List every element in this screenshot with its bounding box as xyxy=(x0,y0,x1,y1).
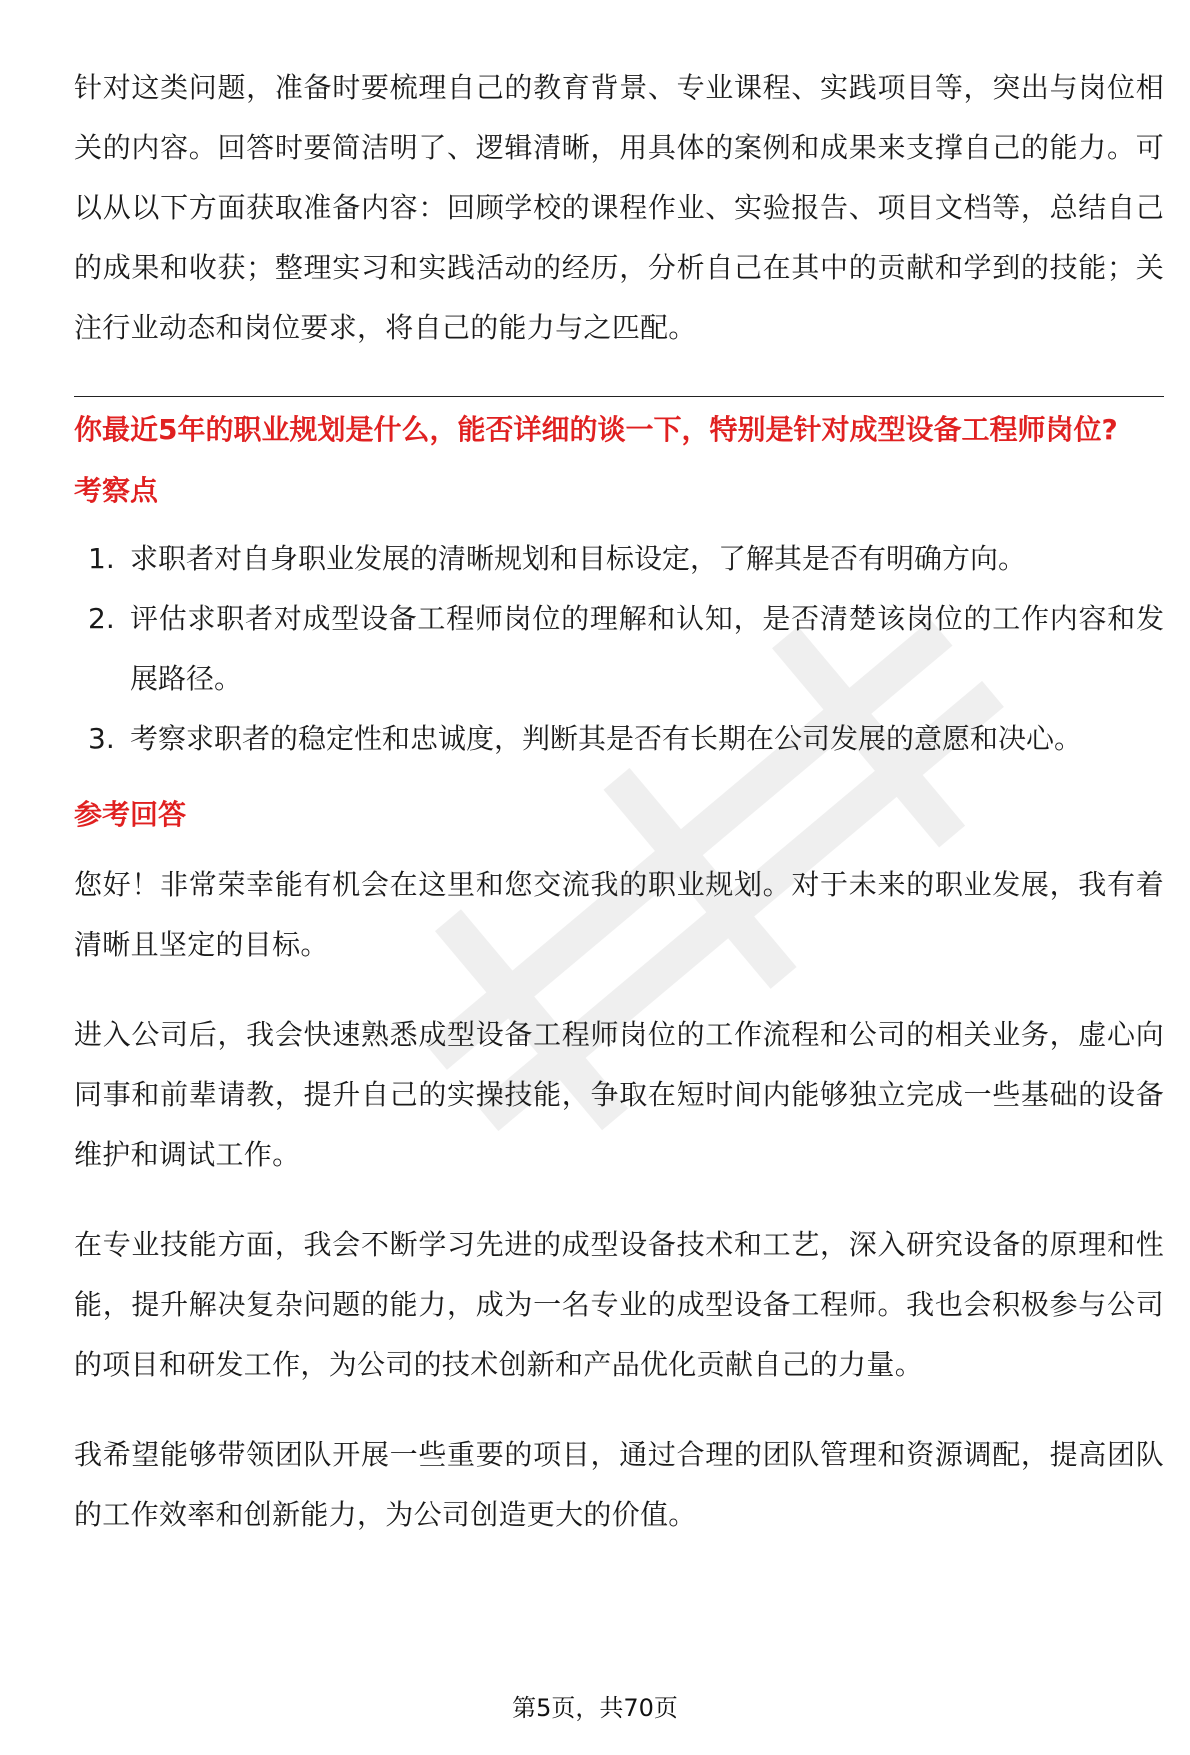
page-footer: 第5页，共70页 xyxy=(512,1694,678,1722)
question-heading: 你最近5年的职业规划是什么，能否详细的谈一下，特别是针对成型设备工程师岗位? xyxy=(74,413,1118,446)
answer-paragraph: 您好！非常荣幸能有机会在这里和您交流我的职业规划。对于未来的职业发展，我有着清晰且坚定的目标。 xyxy=(74,868,1164,961)
list-item-text: 求职者对自身职业发展的清晰规划和目标设定，了解其是否有明确方向。 xyxy=(130,542,1027,575)
answer-paragraph: 进入公司后，我会快速熟悉成型设备工程师岗位的工作流程和公司的相关业务，虚心向同事和前辈请教，提升自己的实操技能，争取在短时间内能够独立完成一些基础的设备维护和调试工作。 xyxy=(74,1018,1164,1171)
list-item xyxy=(74,529,1164,589)
list-item-number: 1. xyxy=(88,542,115,575)
list-item-text: 考察求职者的稳定性和忠诚度，判断其是否有长期在公司发展的意愿和决心。 xyxy=(130,722,1083,755)
answer-block xyxy=(74,855,1164,1545)
answer-title: 参考回答 xyxy=(74,798,187,831)
intro-paragraph: 针对这类问题，准备时要梳理自己的教育背景、专业课程、实践项目等，突出与岗位相关的内容。回答时要简洁明了、逻辑清晰，用具体的案例和成果来支撑自己的能力。可以从以下方面获取准备内容：回顾学校的课程作业、实验报告、项目文档等，总结自己的成果和收获；整理实习和实践活动的经历，分析自己在其中的贡献和学到的技能；关注行业动态和岗位要求，将自己的能力与之匹配。 xyxy=(74,71,1164,344)
assessment-title: 考察点 xyxy=(74,474,159,507)
answer-paragraph: 在专业技能方面，我会不断学习先进的成型设备技术和工艺，深入研究设备的原理和性能，提升解决复杂问题的能力，成为一名专业的成型设备工程师。我也会积极参与公司的项目和研发工作，为公司的技术创新和产品优化贡献自己的力量。 xyxy=(74,1228,1164,1381)
list-item xyxy=(74,589,1164,709)
section-divider xyxy=(74,396,1164,397)
list-item xyxy=(74,709,1164,769)
list-item-text: 评估求职者对成型设备工程师岗位的理解和认知，是否清楚该岗位的工作内容和发展路径。 xyxy=(130,602,1164,695)
answer-paragraph: 我希望能够带领团队开展一些重要的项目，通过合理的团队管理和资源调配，提高团队的工作效率和创新能力，为公司创造更大的价值。 xyxy=(74,1438,1164,1531)
document-page xyxy=(74,58,1164,1575)
list-item-number: 3. xyxy=(88,722,115,755)
list-item-number: 2. xyxy=(88,602,115,635)
assessment-list xyxy=(74,529,1164,769)
